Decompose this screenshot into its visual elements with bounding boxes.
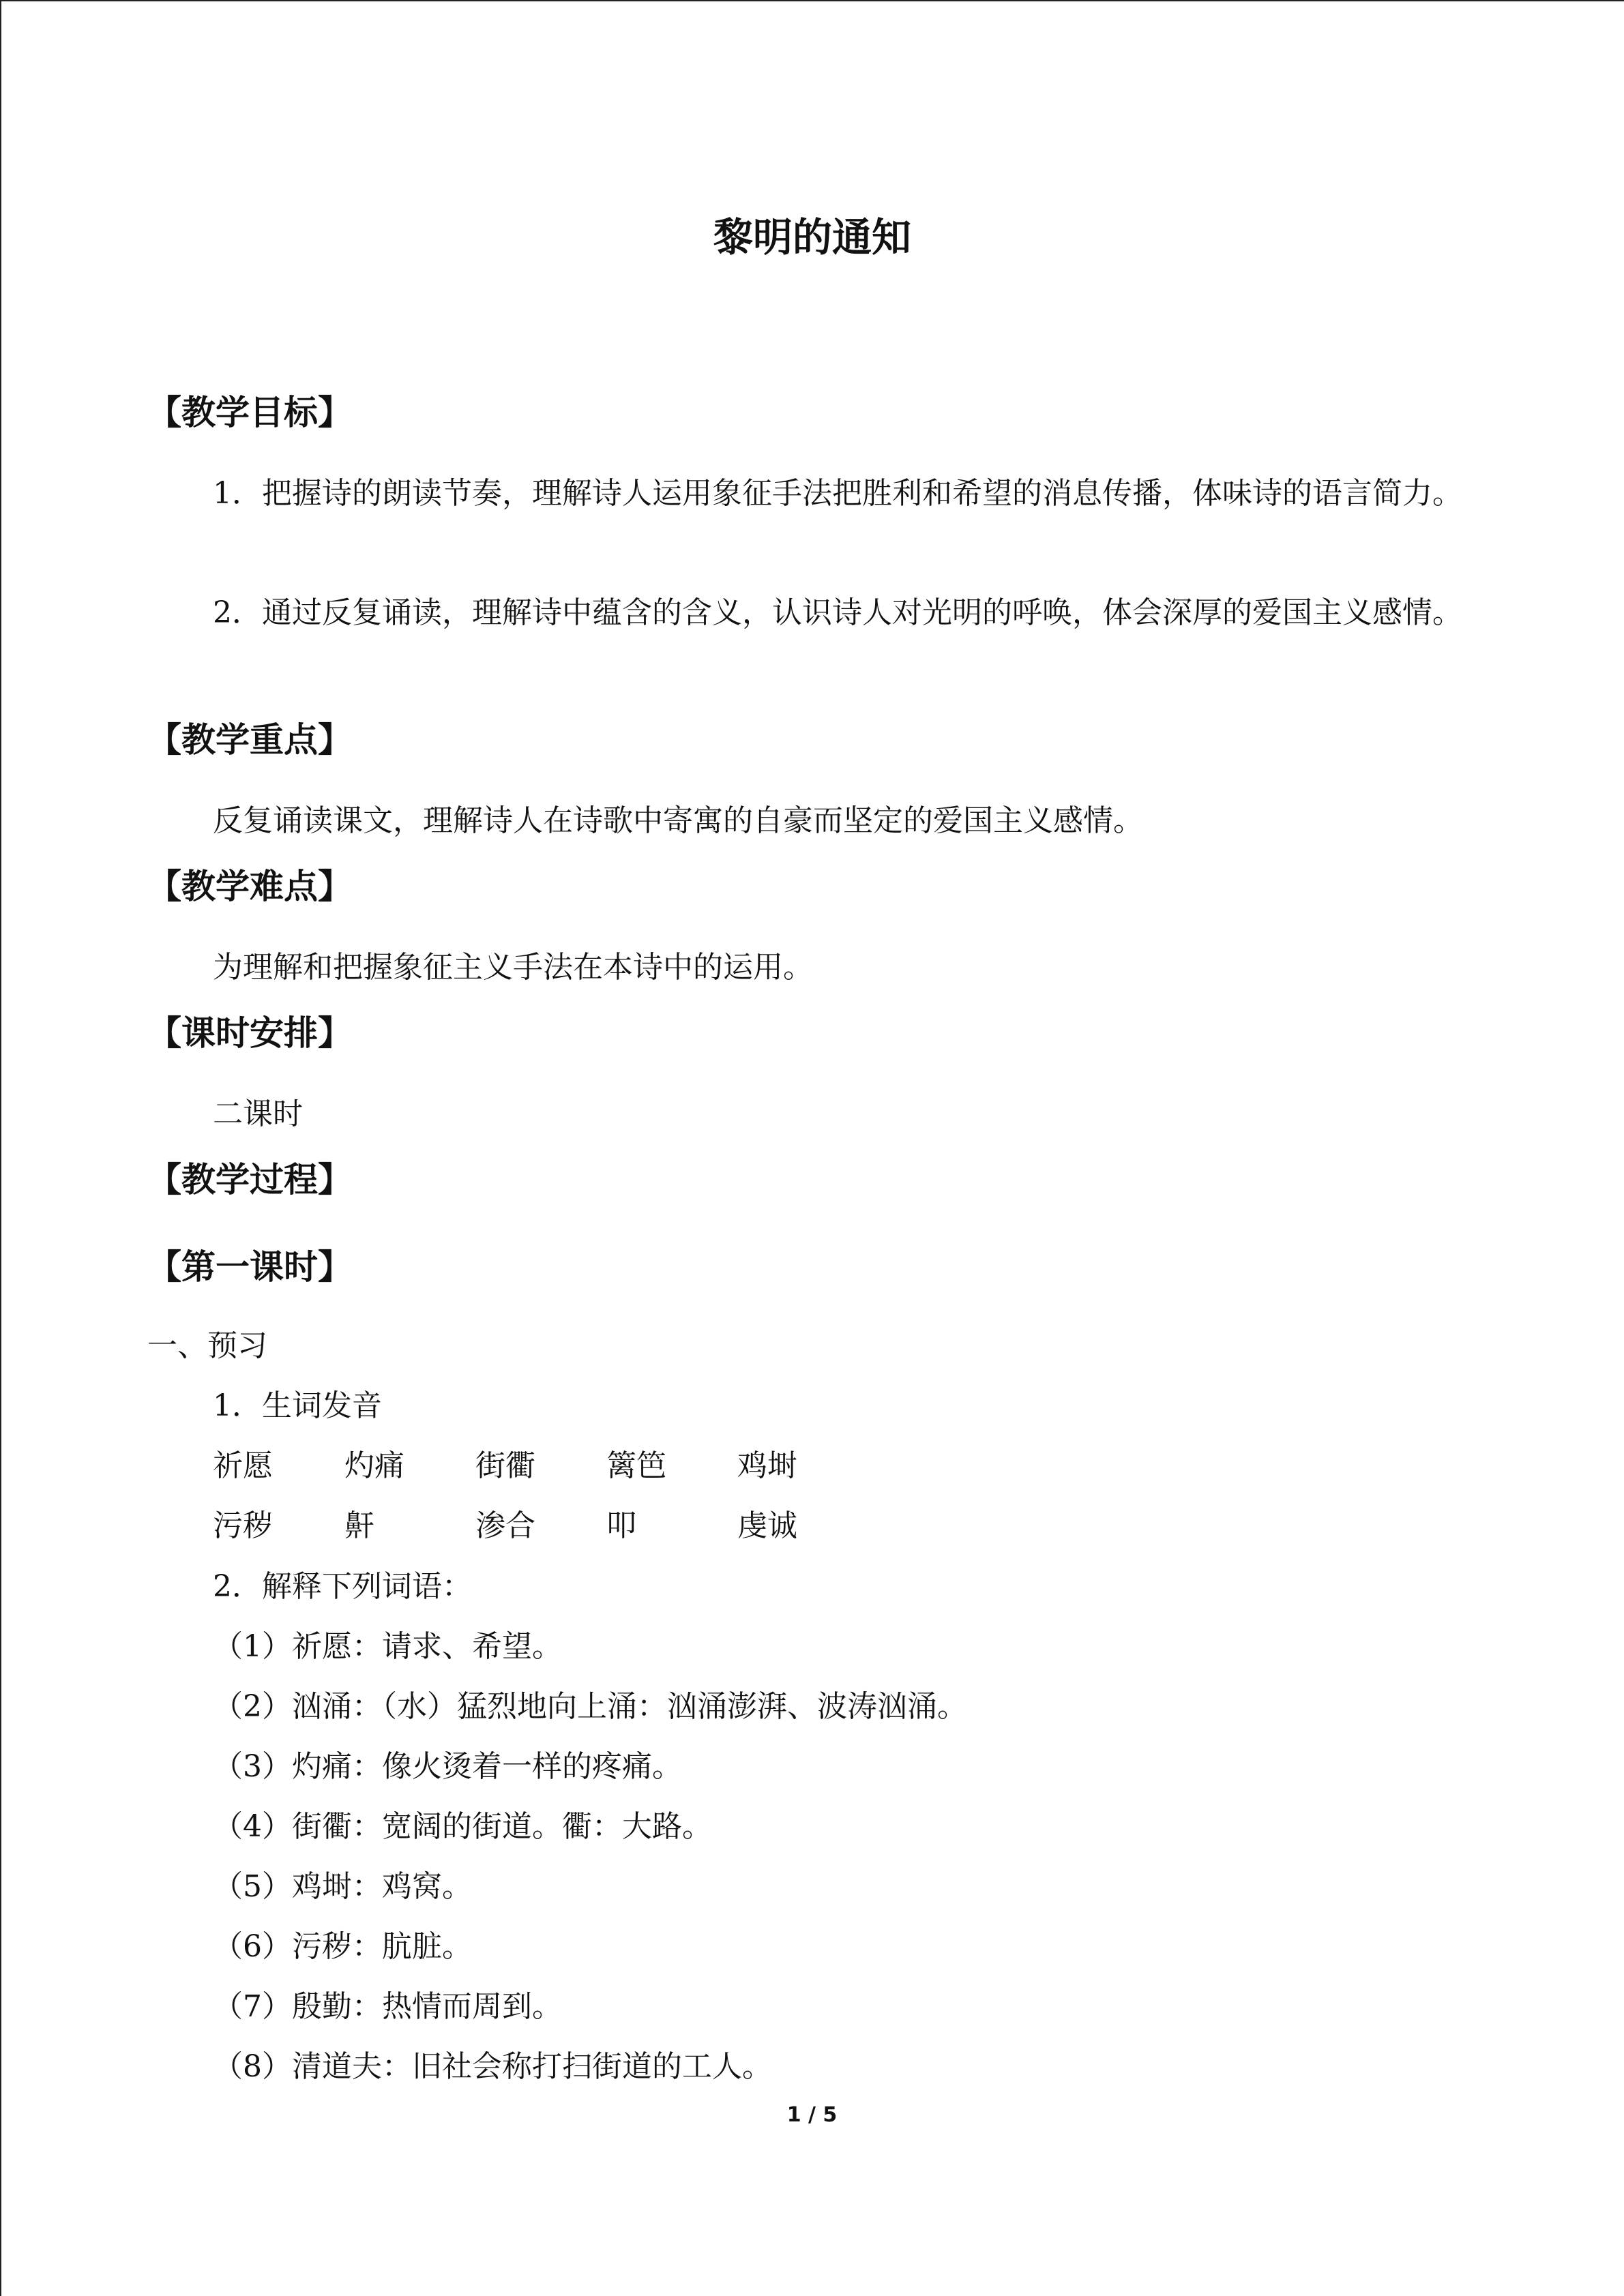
schedule-text: 二课时 — [213, 1097, 303, 1131]
definition-item: （3）灼痛：像火烫着一样的疼痛。 — [213, 1749, 682, 1784]
vocab-word: 叩 — [606, 1508, 636, 1543]
heading-key-points: 【教学重点】 — [147, 720, 352, 760]
vocab-word: 渗合 — [475, 1508, 535, 1543]
vocab-word: 鼾 — [344, 1508, 374, 1543]
difficulties-text: 为理解和把握象征主义手法在本诗中的运用。 — [213, 950, 813, 985]
key-points-text: 反复诵读课文，理解诗人在诗歌中寄寓的自豪而坚定的爱国主义感情。 — [213, 803, 1143, 838]
document-title: 黎明的通知 — [713, 214, 911, 260]
definition-item: （2）汹涌：（水）猛烈地向上涌：汹涌澎湃、波涛汹涌。 — [213, 1689, 967, 1724]
heading-schedule: 【课时安排】 — [147, 1013, 352, 1053]
vocab-word: 街衢 — [475, 1448, 535, 1483]
vocab-word: 鸡埘 — [737, 1448, 797, 1483]
definition-item: （8）清道夫：旧社会称打扫街道的工人。 — [213, 2049, 772, 2084]
vocab-word: 篱笆 — [606, 1448, 666, 1483]
page-number: 1 / 5 — [786, 2103, 838, 2127]
heading-difficulties: 【教学难点】 — [147, 867, 352, 906]
vocab-word: 祈愿 — [213, 1448, 273, 1483]
definition-item: （5）鸡埘：鸡窝。 — [213, 1869, 472, 1904]
vocab-word: 灼痛 — [344, 1448, 404, 1483]
vocab-word: 污秽 — [213, 1508, 273, 1543]
section-preview: 一、预习 — [147, 1328, 267, 1363]
objective-item-2: 2．通过反复诵读，理解诗中蕴含的含义，认识诗人对光明的呼唤，体会深厚的爱国主义感情。 — [213, 595, 1462, 630]
heading-process: 【教学过程】 — [147, 1160, 352, 1199]
definition-item: （4）街衢：宽阔的街道。衢：大路。 — [213, 1809, 712, 1844]
definitions-label: 2．解释下列词语： — [213, 1569, 472, 1604]
vocab-word: 虔诚 — [737, 1508, 797, 1543]
heading-lesson-1: 【第一课时】 — [147, 1247, 352, 1287]
definition-item: （7）殷勤：热情而周到。 — [213, 1989, 562, 2024]
heading-objectives: 【教学目标】 — [147, 393, 352, 432]
definition-item: （1）祈愿：请求、希望。 — [213, 1629, 562, 1664]
pronunciation-label: 1．生词发音 — [213, 1388, 382, 1423]
definition-item: （6）污秽：肮脏。 — [213, 1929, 472, 1964]
objective-item-1: 1．把握诗的朗读节奏，理解诗人运用象征手法把胜利和希望的消息传播，体味诗的语言简力。 — [213, 476, 1462, 511]
